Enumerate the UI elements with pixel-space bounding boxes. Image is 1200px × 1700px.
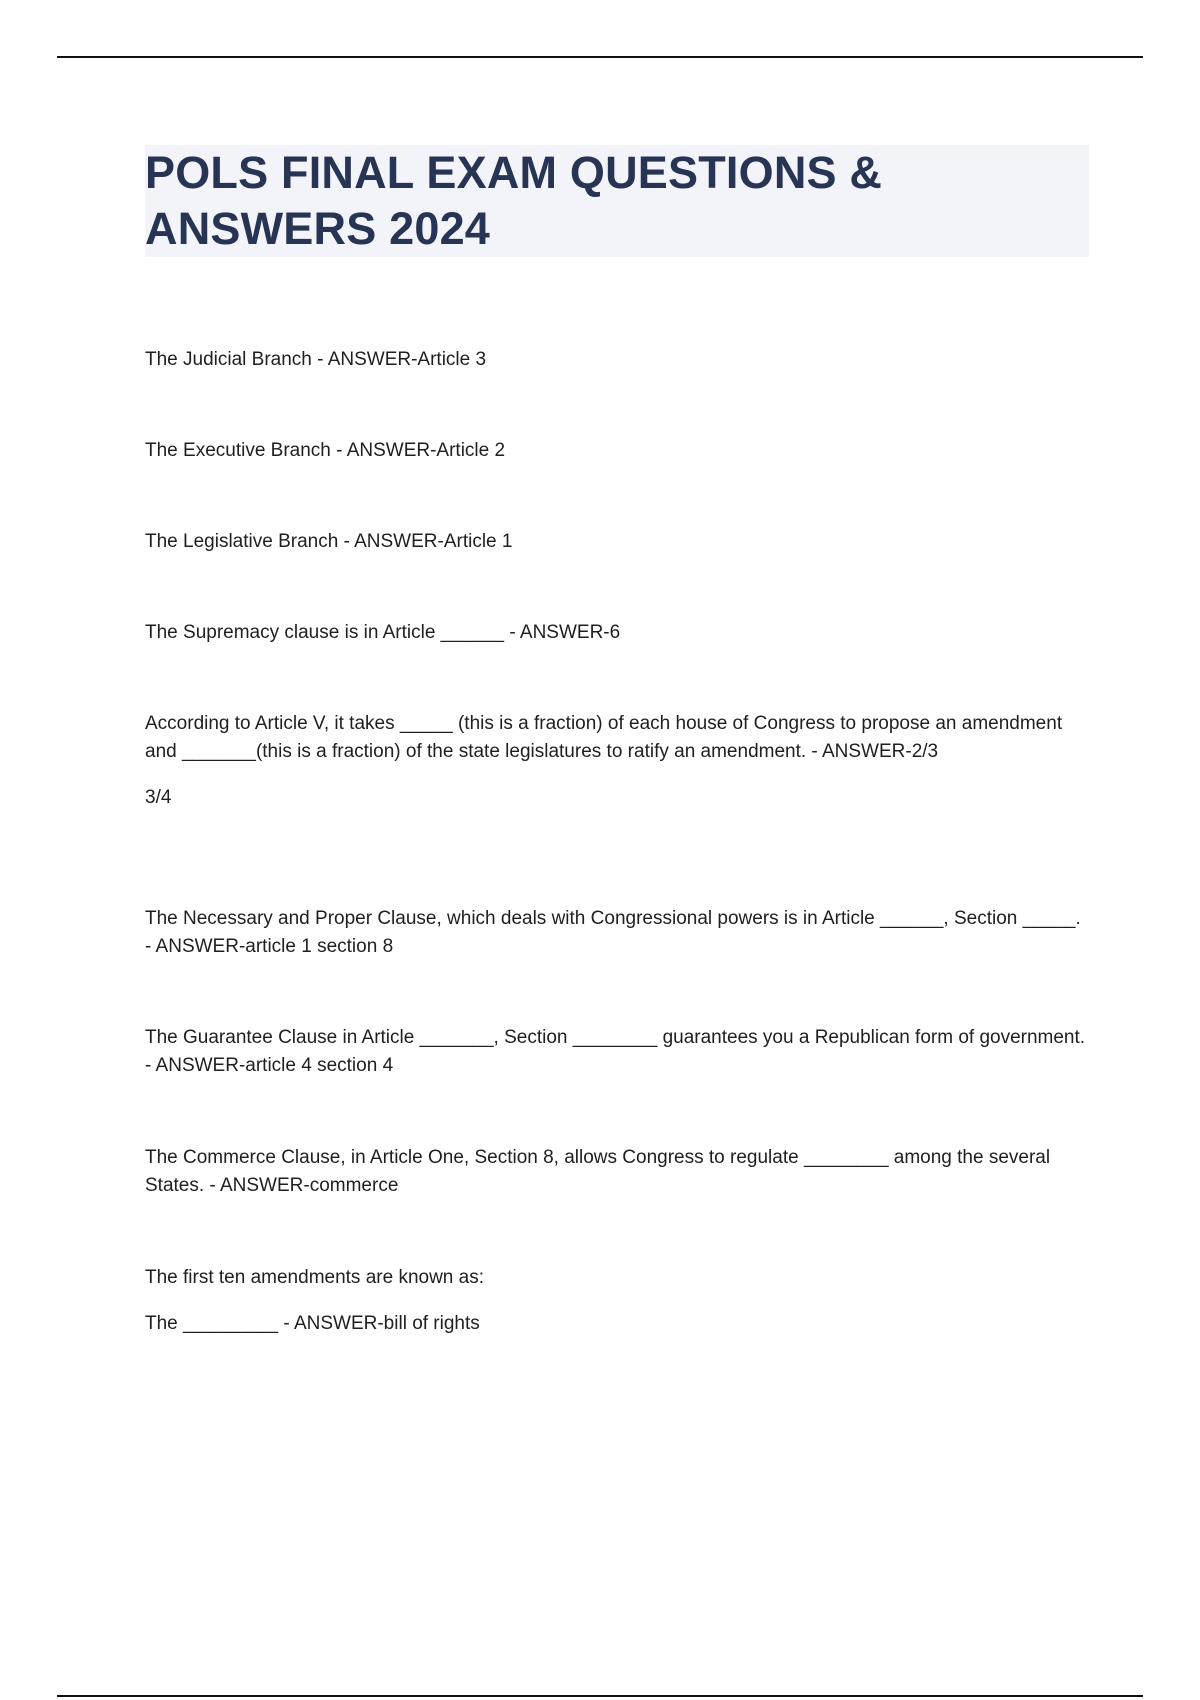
qa-item: [145, 1024, 1089, 1080]
header-rule: [57, 56, 1143, 58]
qa-text: The Commerce Clause, in Article One, Section 8, allows Congress to regulate ________ among the several States. - ANSWER-commerce: [145, 1147, 1051, 1196]
qa-extra-text: The _________ - ANSWER-bill of rights: [145, 1313, 480, 1334]
qa-item: [145, 619, 1089, 647]
qa-text: The Supremacy clause is in Article ______ - ANSWER-6: [145, 622, 621, 643]
qa-text: According to Article V, it takes _____ (this is a fraction) of each house of Congress to propose an amendment and _______(this is a fraction) of the state legislatures to ratify an amendment. - ANSWER-2/3: [145, 713, 1063, 762]
qa-text: The Guarantee Clause in Article _______, Section ________ guarantees you a Republican form of government. - ANSWER-article 4 section 4: [145, 1027, 1086, 1076]
qa-item: [145, 437, 1089, 465]
qa-item: [145, 905, 1089, 961]
qa-item: [145, 1144, 1089, 1200]
qa-item: [145, 710, 1089, 812]
qa-extra-text: 3/4: [145, 787, 172, 808]
qa-text: The Executive Branch - ANSWER-Article 2: [145, 440, 506, 461]
qa-text: The first ten amendments are known as:: [145, 1267, 484, 1288]
qa-text: The Necessary and Proper Clause, which deals with Congressional powers is in Article ______, Section _____. - ANSWER-article 1 section 8: [145, 908, 1081, 957]
footer-rule: [57, 1695, 1143, 1697]
qa-text: The Legislative Branch - ANSWER-Article 1: [145, 531, 513, 552]
qa-text: The Judicial Branch - ANSWER-Article 3: [145, 349, 487, 370]
document-title: POLS FINAL EXAM QUESTIONS & ANSWERS 2024: [145, 147, 883, 254]
title-block: [145, 145, 1089, 257]
qa-item: [145, 1264, 1089, 1338]
qa-item: [145, 346, 1089, 374]
qa-item: [145, 528, 1089, 556]
